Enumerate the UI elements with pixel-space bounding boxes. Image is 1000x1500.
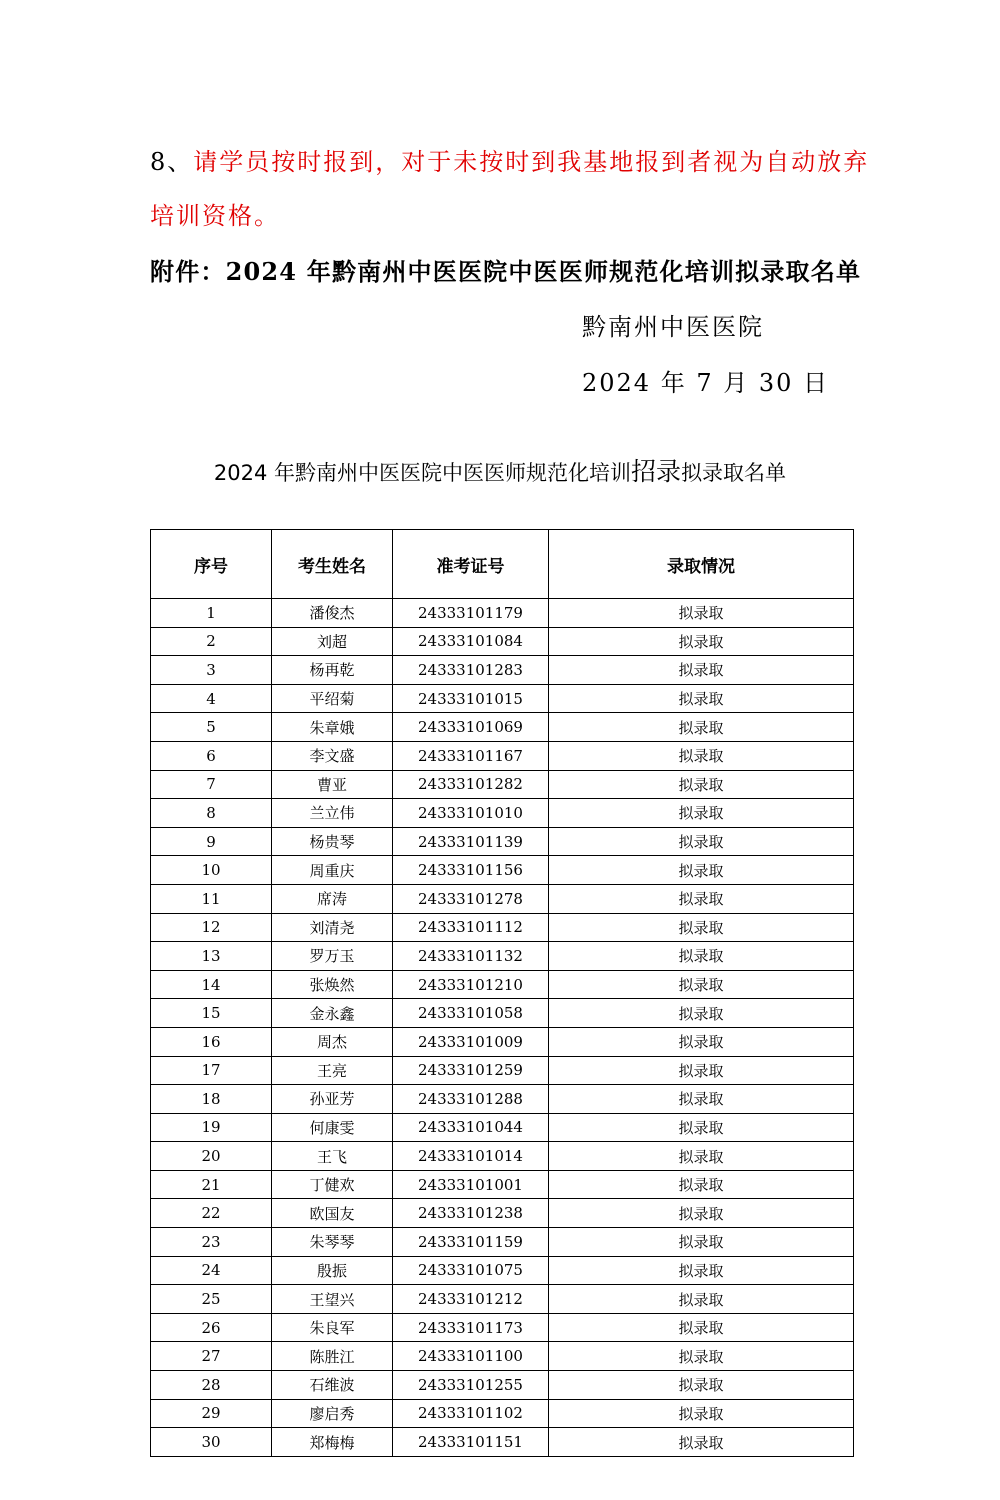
cell-status: 拟录取: [549, 1170, 854, 1199]
cell-status: 拟录取: [549, 1399, 854, 1428]
cell-seq: 30: [151, 1428, 272, 1457]
table-row: [151, 1170, 854, 1199]
cell-name: 曹亚: [272, 770, 393, 799]
cell-seq: 1: [151, 599, 272, 628]
cell-name: 何康雯: [272, 1113, 393, 1142]
cell-ticket: 24333101069: [393, 713, 549, 742]
table-row: [151, 1113, 854, 1142]
cell-ticket: 24333101283: [393, 656, 549, 685]
cell-seq: 7: [151, 770, 272, 799]
table-row: [151, 1313, 854, 1342]
cell-ticket: 24333101210: [393, 970, 549, 999]
cell-name: 王望兴: [272, 1285, 393, 1314]
cell-ticket: 24333101100: [393, 1342, 549, 1371]
list-title-part-1: 2024 年黔南州中医医院中医医师规范化培训: [213, 461, 632, 485]
cell-name: 陈胜江: [272, 1342, 393, 1371]
cell-status: 拟录取: [549, 884, 854, 913]
issue-date: 2024 年 7 月 30 日: [582, 369, 830, 397]
item-number: 8、: [150, 148, 194, 176]
notice-line-2: 培训资格。: [150, 202, 280, 230]
cell-seq: 20: [151, 1142, 272, 1171]
cell-status: 拟录取: [549, 799, 854, 828]
table-row: [151, 1285, 854, 1314]
cell-name: 朱琴琴: [272, 1228, 393, 1257]
table-row: [151, 627, 854, 656]
header-name: 考生姓名: [272, 530, 393, 599]
cell-ticket: 24333101014: [393, 1142, 549, 1171]
cell-name: 殷振: [272, 1256, 393, 1285]
cell-name: 朱良军: [272, 1313, 393, 1342]
table-row: [151, 1428, 854, 1457]
cell-name: 张焕然: [272, 970, 393, 999]
cell-seq: 17: [151, 1056, 272, 1085]
cell-name: 席涛: [272, 884, 393, 913]
table-row: [151, 1228, 854, 1257]
cell-name: 周杰: [272, 1027, 393, 1056]
cell-seq: 25: [151, 1285, 272, 1314]
cell-status: 拟录取: [549, 1113, 854, 1142]
cell-name: 金永鑫: [272, 999, 393, 1028]
cell-name: 周重庆: [272, 856, 393, 885]
cell-seq: 12: [151, 913, 272, 942]
cell-ticket: 24333101288: [393, 1085, 549, 1114]
signer: 黔南州中医医院: [582, 313, 764, 341]
cell-ticket: 24333101010: [393, 799, 549, 828]
cell-ticket: 24333101102: [393, 1399, 549, 1428]
cell-ticket: 24333101238: [393, 1199, 549, 1228]
cell-status: 拟录取: [549, 827, 854, 856]
cell-ticket: 24333101009: [393, 1027, 549, 1056]
cell-ticket: 24333101278: [393, 884, 549, 913]
table-row: [151, 827, 854, 856]
cell-ticket: 24333101132: [393, 942, 549, 971]
cell-name: 欧国友: [272, 1199, 393, 1228]
table-row: [151, 942, 854, 971]
cell-status: 拟录取: [549, 942, 854, 971]
cell-status: 拟录取: [549, 713, 854, 742]
list-title-part-2: 拟录取名单: [681, 461, 787, 485]
cell-ticket: 24333101139: [393, 827, 549, 856]
cell-seq: 2: [151, 627, 272, 656]
cell-seq: 27: [151, 1342, 272, 1371]
cell-seq: 18: [151, 1085, 272, 1114]
cell-seq: 14: [151, 970, 272, 999]
cell-ticket: 24333101015: [393, 684, 549, 713]
cell-name: 平绍菊: [272, 684, 393, 713]
cell-seq: 9: [151, 827, 272, 856]
table-row: [151, 913, 854, 942]
cell-status: 拟录取: [549, 1027, 854, 1056]
cell-seq: 5: [151, 713, 272, 742]
cell-seq: 28: [151, 1371, 272, 1400]
cell-ticket: 24333101156: [393, 856, 549, 885]
cell-name: 潘俊杰: [272, 599, 393, 628]
cell-seq: 21: [151, 1170, 272, 1199]
cell-status: 拟录取: [549, 970, 854, 999]
cell-seq: 23: [151, 1228, 272, 1257]
table-row: [151, 1342, 854, 1371]
cell-status: 拟录取: [549, 1228, 854, 1257]
table-header-row: [151, 530, 854, 599]
cell-name: 丁健欢: [272, 1170, 393, 1199]
table-row: [151, 799, 854, 828]
cell-name: 兰立伟: [272, 799, 393, 828]
cell-name: 王亮: [272, 1056, 393, 1085]
cell-ticket: 24333101255: [393, 1371, 549, 1400]
table-row: [151, 999, 854, 1028]
cell-status: 拟录取: [549, 1371, 854, 1400]
cell-name: 刘超: [272, 627, 393, 656]
attachment-line: 附件：2024 年黔南州中医医院中医医师规范化培训拟录取名单: [150, 257, 862, 286]
table-row: [151, 741, 854, 770]
cell-status: 拟录取: [549, 999, 854, 1028]
cell-ticket: 24333101075: [393, 1256, 549, 1285]
table-row: [151, 656, 854, 685]
table-row: [151, 884, 854, 913]
list-title: [0, 452, 1000, 488]
table-row: [151, 1085, 854, 1114]
cell-status: 拟录取: [549, 1342, 854, 1371]
cell-status: 拟录取: [549, 1256, 854, 1285]
cell-status: 拟录取: [549, 627, 854, 656]
table-row: [151, 713, 854, 742]
cell-status: 拟录取: [549, 913, 854, 942]
cell-seq: 6: [151, 741, 272, 770]
cell-status: 拟录取: [549, 1199, 854, 1228]
cell-ticket: 24333101212: [393, 1285, 549, 1314]
table-row: [151, 1399, 854, 1428]
table-row: [151, 684, 854, 713]
cell-ticket: 24333101151: [393, 1428, 549, 1457]
cell-status: 拟录取: [549, 1428, 854, 1457]
cell-ticket: 24333101001: [393, 1170, 549, 1199]
cell-seq: 15: [151, 999, 272, 1028]
table-row: [151, 970, 854, 999]
cell-seq: 26: [151, 1313, 272, 1342]
cell-seq: 24: [151, 1256, 272, 1285]
cell-ticket: 24333101173: [393, 1313, 549, 1342]
cell-status: 拟录取: [549, 1056, 854, 1085]
cell-seq: 16: [151, 1027, 272, 1056]
table-row: [151, 599, 854, 628]
cell-status: 拟录取: [549, 770, 854, 799]
notice-line-1: [150, 142, 869, 177]
table-row: [151, 1256, 854, 1285]
header-status: 录取情况: [549, 530, 854, 599]
admission-table: [150, 529, 854, 1457]
cell-seq: 8: [151, 799, 272, 828]
cell-status: 拟录取: [549, 741, 854, 770]
cell-status: 拟录取: [549, 684, 854, 713]
list-title-emphasis: 招录: [631, 457, 682, 486]
table-row: [151, 1371, 854, 1400]
table-row: [151, 1056, 854, 1085]
cell-name: 廖启秀: [272, 1399, 393, 1428]
cell-status: 拟录取: [549, 1285, 854, 1314]
cell-ticket: 24333101159: [393, 1228, 549, 1257]
cell-ticket: 24333101259: [393, 1056, 549, 1085]
cell-name: 刘清尧: [272, 913, 393, 942]
cell-ticket: 24333101179: [393, 599, 549, 628]
header-seq: 序号: [151, 530, 272, 599]
cell-status: 拟录取: [549, 656, 854, 685]
cell-name: 罗万玉: [272, 942, 393, 971]
cell-ticket: 24333101084: [393, 627, 549, 656]
cell-ticket: 24333101282: [393, 770, 549, 799]
cell-seq: 3: [151, 656, 272, 685]
table-row: [151, 1142, 854, 1171]
cell-seq: 4: [151, 684, 272, 713]
table-row: [151, 1199, 854, 1228]
cell-seq: 11: [151, 884, 272, 913]
table-row: [151, 1027, 854, 1056]
cell-status: 拟录取: [549, 1142, 854, 1171]
cell-name: 石维波: [272, 1371, 393, 1400]
cell-status: 拟录取: [549, 599, 854, 628]
table-row: [151, 856, 854, 885]
cell-ticket: 24333101167: [393, 741, 549, 770]
cell-status: 拟录取: [549, 1085, 854, 1114]
cell-name: 杨再乾: [272, 656, 393, 685]
cell-status: 拟录取: [549, 1313, 854, 1342]
table-row: [151, 770, 854, 799]
header-ticket: 准考证号: [393, 530, 549, 599]
cell-seq: 10: [151, 856, 272, 885]
cell-seq: 29: [151, 1399, 272, 1428]
cell-name: 杨贵琴: [272, 827, 393, 856]
cell-name: 朱章娥: [272, 713, 393, 742]
cell-name: 孙亚芳: [272, 1085, 393, 1114]
cell-name: 郑梅梅: [272, 1428, 393, 1457]
cell-name: 王飞: [272, 1142, 393, 1171]
cell-name: 李文盛: [272, 741, 393, 770]
cell-seq: 13: [151, 942, 272, 971]
cell-status: 拟录取: [549, 856, 854, 885]
cell-ticket: 24333101112: [393, 913, 549, 942]
cell-seq: 22: [151, 1199, 272, 1228]
cell-ticket: 24333101058: [393, 999, 549, 1028]
notice-text-red: 请学员按时报到，对于未按时到我基地报到者视为自动放弃: [193, 148, 870, 176]
cell-ticket: 24333101044: [393, 1113, 549, 1142]
cell-seq: 19: [151, 1113, 272, 1142]
